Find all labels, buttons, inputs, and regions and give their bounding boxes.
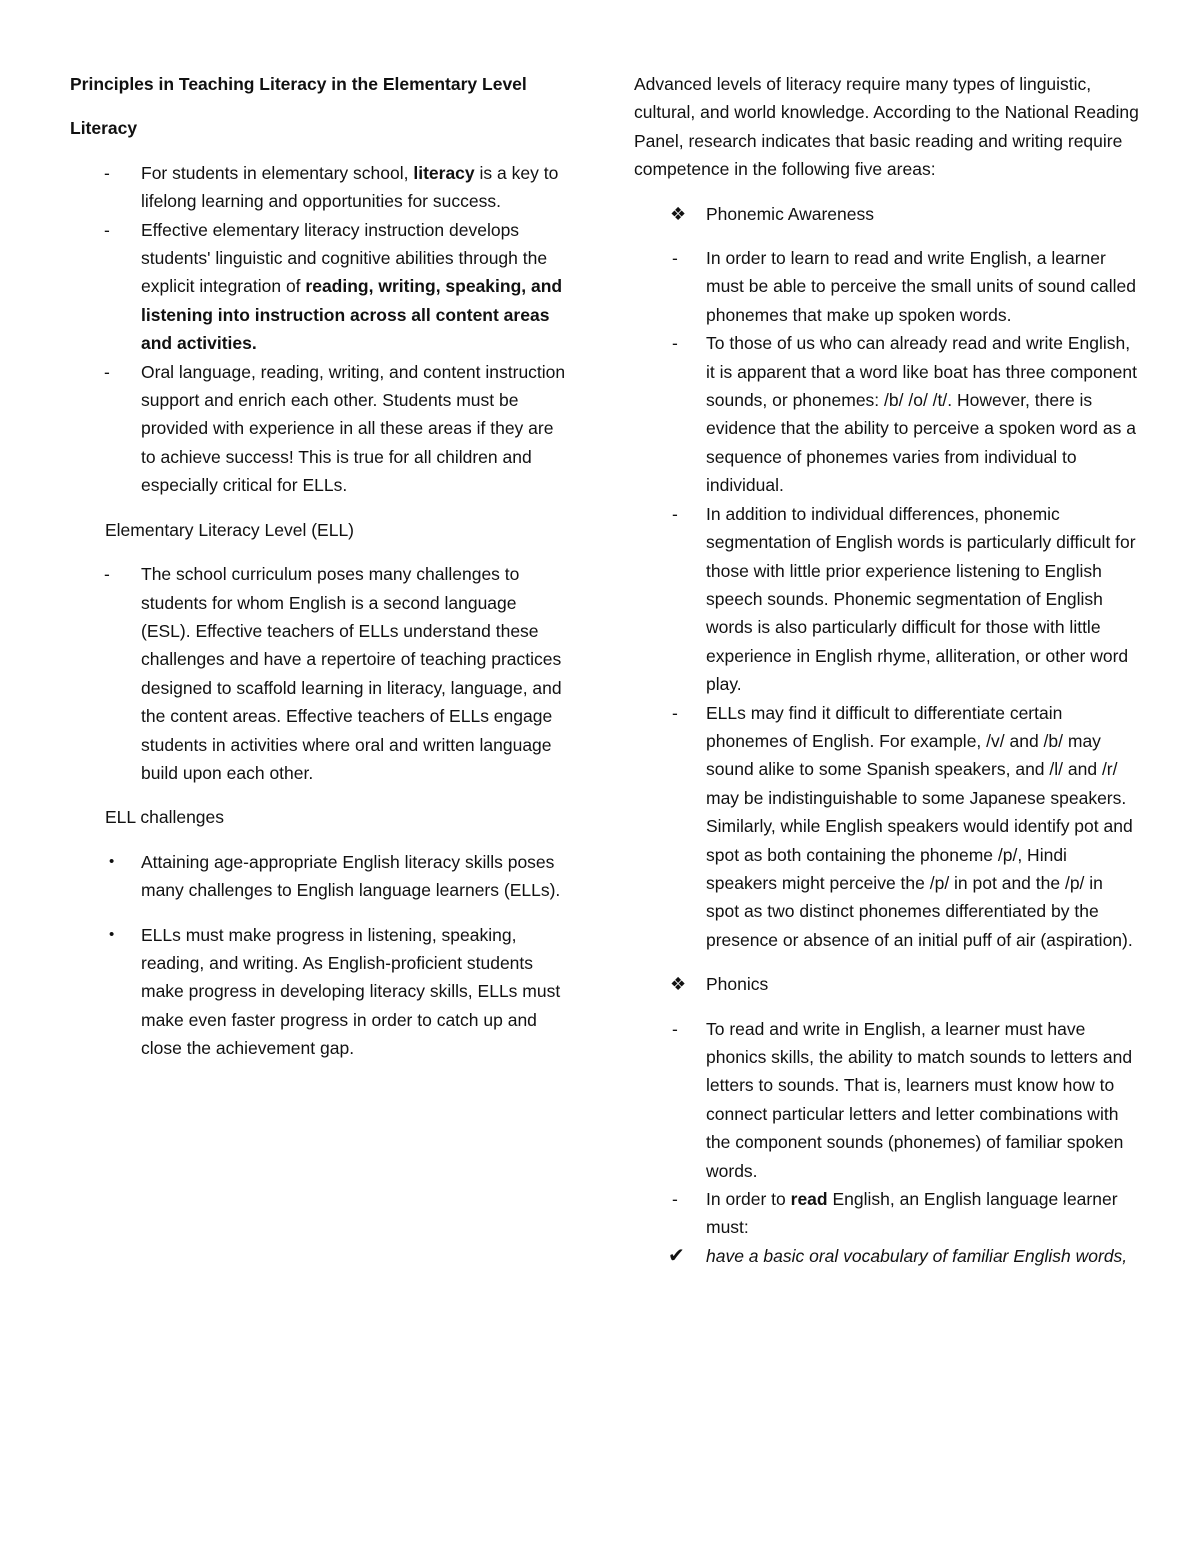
dash-marker: - <box>104 361 110 382</box>
dash-marker: - <box>104 564 110 585</box>
dash-marker: - <box>104 162 110 183</box>
challenge-item-2: • ELLs must make progress in listening, speaking, reading, and writing. As English-proficient students make progress in developing literacy skills, ELLs must make even faster progress in order to catch up and close the achievement gap. <box>70 921 570 1063</box>
phonemic-item-1: - In order to learn to read and write English, a learner must be able to perceive the small units of sound called phonemes that make up spoken words. <box>634 244 1139 329</box>
dash-marker: - <box>104 219 110 240</box>
ell-item: - The school curriculum poses many challenges to students for whom English is a second language (ESL). Effective teachers of ELLs understand these challenges and have a repertoire of teaching practices designed to scaffold learning in literacy, language, and the content areas. Effective teachers of ELLs engage students in activities where oral and written language build upon each other. <box>70 560 570 787</box>
bullet-marker: • <box>109 852 115 870</box>
phonics-heading: ❖ Phonics <box>634 970 1139 998</box>
literacy-item-3: - Oral language, reading, writing, and content instruction support and enrich each other. Students must be provided with experience in all these areas if they are to achieve success! This is true for all children and especially critical for ELLs. <box>70 358 570 500</box>
dash-marker: - <box>672 333 678 354</box>
ell-heading: Elementary Literacy Level (ELL) <box>105 519 354 540</box>
phonemic-item-4: - ELLs may find it difficult to differentiate certain phonemes of English. For example, /v/ and /b/ may sound alike to some Spanish speakers, and /l/ and /r/ may be indistinguishable to some Japanese speakers. Similarly, while English speakers would identify pot and spot as both containing the phoneme /p/, Hindi speakers might perceive the /p/ in pot and the /p/ in spot as two distinct phonemes differentiated by the presence or absence of an initial puff of air (aspiration). <box>634 699 1139 955</box>
literacy-item-1: - For students in elementary school, literacy is a key to lifelong learning and opportunities for success. <box>70 159 570 216</box>
ell-challenges-heading: ELL challenges <box>105 807 225 828</box>
phonemic-item-3: - In addition to individual differences, phonemic segmentation of English words is particularly difficult for those with little prior experience listening to English speech sounds. Phonemic segmentation of English words is also particularly difficult for those with little experience in English rhyme, alliteration, or other word play. <box>634 500 1139 699</box>
dash-marker: - <box>672 503 678 524</box>
bullet-marker: • <box>109 925 115 943</box>
right-column <box>634 70 1139 1270</box>
checkmark-icon: ✔ <box>668 1244 685 1267</box>
diamond-icon: ❖ <box>670 203 687 224</box>
dash-marker: - <box>672 1018 678 1039</box>
dash-marker: - <box>672 702 678 723</box>
checklist-item: ✔ have a basic oral vocabulary of familiar English words, <box>634 1242 1139 1270</box>
diamond-icon: ❖ <box>670 974 687 995</box>
phonemic-awareness-heading: ❖ Phonemic Awareness <box>634 200 1139 228</box>
challenge-item-1: • Attaining age-appropriate English literacy skills poses many challenges to English language learners (ELLs). <box>70 848 570 905</box>
phonics-item-1: - To read and write in English, a learner must have phonics skills, the ability to match sounds to letters and letters to sounds. That is, learners must know how to connect particular letters and letter combinations with the component sounds (phonemes) of familiar spoken words. <box>634 1015 1139 1185</box>
page-title: Principles in Teaching Literacy in the Elementary Level <box>70 74 527 94</box>
literacy-item-2: - Effective elementary literacy instruction develops students' linguistic and cognitive abilities through the explicit integration of reading, writing, speaking, and listening into instruction across all content areas and activities. <box>70 216 570 358</box>
phonemic-item-2: - To those of us who can already read and write English, it is apparent that a word like boat has three component sounds, or phonemes: /b/ /o/ /t/. However, there is evidence that the ability to perceive a spoken word as a sequence of phonemes varies from individual to individual. <box>634 329 1139 499</box>
phonics-item-2: - In order to read English, an English language learner must: <box>634 1185 1139 1242</box>
dash-marker: - <box>672 248 678 269</box>
literacy-heading: Literacy <box>70 118 138 139</box>
dash-marker: - <box>672 1189 678 1210</box>
left-column <box>70 70 570 1079</box>
intro-paragraph: Advanced levels of literacy require many types of linguistic, cultural, and world knowledge. According to the National Reading Panel, research indicates that basic reading and writing require competence in the following five areas: <box>634 74 1139 180</box>
